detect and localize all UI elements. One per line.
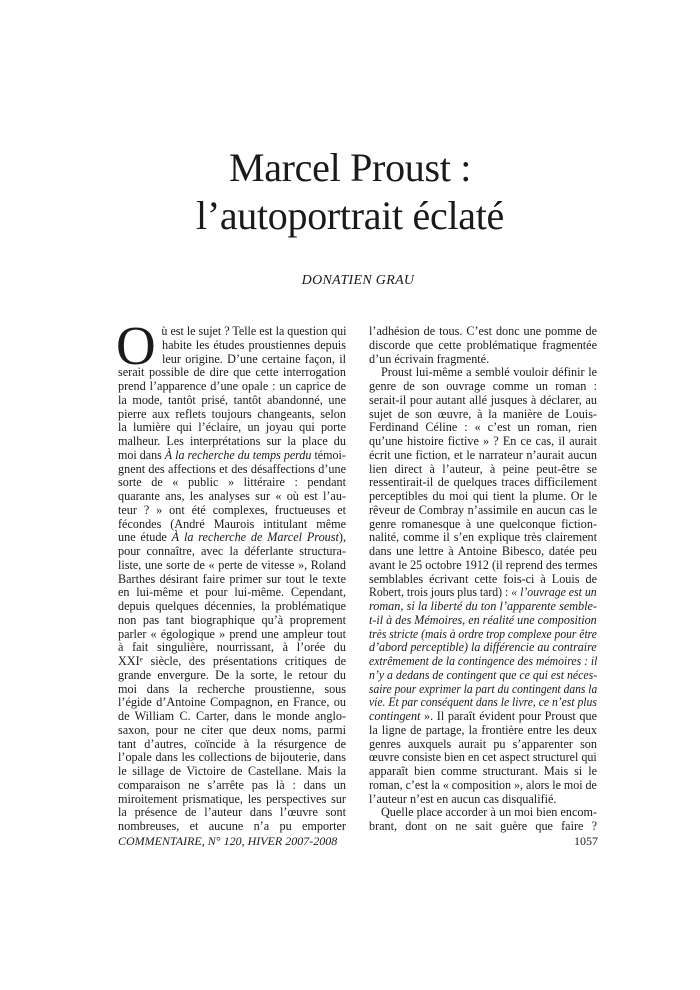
text-line xyxy=(118,447,346,463)
article-title xyxy=(0,144,700,240)
text-line xyxy=(369,777,597,793)
text-line xyxy=(369,463,597,477)
text-line xyxy=(369,738,597,752)
text-line xyxy=(369,614,595,628)
text-line xyxy=(118,655,346,669)
text-segment: apparaît bien comme structurant. Mais si le xyxy=(369,764,597,778)
text-line xyxy=(118,476,346,490)
text-segment: rêveur de Combray n’assimile en aucun cas le xyxy=(369,502,597,517)
text-segment: une étude xyxy=(118,530,172,545)
text-line xyxy=(369,531,597,545)
text-line xyxy=(118,600,346,614)
text-line xyxy=(118,518,346,532)
text-segment: ), xyxy=(338,530,346,545)
text-segment: de William C. Carter, dans le monde anglo- xyxy=(118,709,346,723)
text-line xyxy=(369,435,597,449)
text-segment: depuis quelques décennies, la problématique xyxy=(118,599,346,613)
text-segment: quarante ans, les analyses sur « où est l’au- xyxy=(118,489,346,503)
text-segment: moi dans xyxy=(118,447,165,462)
text-line xyxy=(118,669,346,683)
text-line xyxy=(369,695,597,710)
text-segment: nalité, comme il s’en explique très clairement xyxy=(369,530,597,545)
text-line xyxy=(369,626,597,642)
text-line xyxy=(118,710,346,724)
italic-text: saire pour exprimer la part du contingent dans la xyxy=(369,681,598,696)
text-line xyxy=(369,681,598,697)
text-line xyxy=(369,600,597,614)
text-line xyxy=(369,545,597,559)
text-segment: dans une lettre à Antoine Bibesco, datée peu xyxy=(369,544,597,558)
author-name: DONATIEN GRAU xyxy=(301,273,415,288)
page-number: 1057 xyxy=(574,834,598,848)
text-segment: moi dans la recherche proustienne, sous xyxy=(118,681,346,696)
text-segment: pierre aux reflets toujours changeants, selon xyxy=(118,406,346,421)
text-line xyxy=(369,710,597,724)
text-line xyxy=(118,408,346,422)
text-segment: nombreuses, et aucune n’a pu emporter xyxy=(118,819,346,833)
text-line xyxy=(118,490,346,504)
text-segment: genres auxquels aurait pu s’apparenter son xyxy=(369,736,597,751)
text-line xyxy=(118,614,346,628)
text-line xyxy=(118,751,346,765)
text-line xyxy=(118,628,346,642)
text-line xyxy=(369,724,597,738)
text-segment: fécondes (André Maurois intitulant même xyxy=(118,516,346,531)
text-line xyxy=(118,421,346,435)
text-segment: ressentirait-il de quelques traces difficilement xyxy=(369,475,597,490)
text-segment: l’égide d’Antoine Compagnon, en France, ou xyxy=(118,695,346,710)
left-column xyxy=(116,315,347,834)
italic-text: d’abord perceptible) la différencie au contraire xyxy=(369,640,597,655)
text-line xyxy=(369,820,597,834)
text-line xyxy=(369,421,597,435)
text-line xyxy=(369,806,597,820)
title-line-2: l’autoportrait éclaté xyxy=(196,193,504,238)
text-segment: XXIᵉ siècle, des présentations critiques de xyxy=(118,654,346,668)
text-segment: témoi- xyxy=(311,447,346,462)
text-segment: comparaison ne s’arrête pas là : dans un xyxy=(118,777,346,792)
text-segment: serait possible de dire que cette interrogation xyxy=(118,365,346,380)
text-segment: ù est le sujet ? Telle est la question qui xyxy=(161,324,347,338)
text-line xyxy=(369,793,597,807)
text-segment: Robert, trois jours plus tard) : xyxy=(369,585,512,600)
text-segment: Quelle place accorder à un moi bien encom- xyxy=(381,805,597,820)
text-segment: perceptibles du moi qui tient la plume. Or le xyxy=(369,489,597,503)
text-segment: écrit une fiction, et le narrateur n’aurait aucun xyxy=(369,447,597,462)
text-segment: non pas tant biographique qu’à proprement xyxy=(118,612,346,627)
text-segment: habite les études proustiennes depuis xyxy=(162,337,346,352)
text-segment: la lumière qui l’éclaire, un joyau qui porte xyxy=(118,420,346,435)
title-line-1: Marcel Proust : xyxy=(228,145,472,190)
text-line xyxy=(118,641,346,655)
text-line xyxy=(369,559,596,573)
text-segment: roman, c’est la « composition », alors le moi de xyxy=(369,777,597,792)
text-segment: sujet de son œuvre, à la manière de Louis- xyxy=(369,406,597,421)
text-segment: qu’une histoire fictive » ? En ce cas, il aurait xyxy=(369,434,597,448)
text-segment: semblables écrivant cette fois-ci à Louis de xyxy=(369,571,597,586)
italic-text: vie. Et par conséquent dans le livre, ce n’est plus xyxy=(369,695,597,710)
text-line xyxy=(369,751,595,765)
italic-text: t-il à des Mémoires, en réalité une composition xyxy=(369,612,597,627)
text-line xyxy=(369,339,597,353)
text-segment: l’auteur n’est en aucun cas disqualifié. xyxy=(369,791,557,806)
text-segment: malheur. Les interprétations sur la place du xyxy=(118,434,346,448)
text-segment: lien direct à l’auteur, à peine peut-être se xyxy=(369,461,597,476)
text-line xyxy=(118,463,346,477)
text-segment: leur origine. D’une certaine façon, il xyxy=(162,351,346,366)
drop-cap: O xyxy=(116,315,156,376)
text-segment: teur ? » ont été complexes, fructueuses et xyxy=(118,502,346,517)
right-column xyxy=(369,325,597,834)
text-line xyxy=(369,573,597,587)
text-line xyxy=(369,654,598,669)
text-line xyxy=(118,779,346,793)
text-line xyxy=(369,380,597,394)
text-line xyxy=(118,545,346,559)
text-segment: saxon, pour ne citer que deux noms, parmi xyxy=(118,722,346,737)
text-line xyxy=(369,504,597,518)
text-segment: la présence de l’auteur dans l’œuvre sont xyxy=(118,805,346,820)
text-segment: gnent des affections et des désaffections d’une xyxy=(118,461,346,476)
text-segment: genre romanesque à une quelconque fiction- xyxy=(369,516,597,531)
text-line xyxy=(118,504,346,518)
text-segment: l’opale dans les collections de bijouterie, dans xyxy=(118,750,346,765)
text-segment: prend l’apparence d’une opale : un caprice de xyxy=(118,379,346,393)
italic-text: À la recherche de Marcel Proust xyxy=(171,530,339,545)
italic-text: n’y a dedans de contingent que ce qui est néces- xyxy=(369,667,598,682)
text-line xyxy=(118,435,346,449)
text-segment: brant, dont on ne sait guère que faire ? xyxy=(369,819,597,833)
text-segment: œuvre consiste bien en cet aspect structurel qui xyxy=(369,750,597,765)
text-line xyxy=(118,696,346,710)
text-line xyxy=(118,820,346,834)
text-line xyxy=(118,738,346,752)
text-segment: miroitement prismatique, les perspectives sur xyxy=(118,791,346,806)
text-segment: avant le 25 octobre 1912 (il reprend des termes xyxy=(369,557,598,572)
text-line xyxy=(369,640,597,655)
text-line xyxy=(118,573,346,587)
text-segment: la mode, tantôt prisé, tantôt abandonné, une xyxy=(118,392,346,407)
text-line xyxy=(369,353,597,367)
italic-text: roman, si la liberté du ton l’apparente semble- xyxy=(369,599,597,613)
text-segment: la ligne de partage, la frontière entre les deux xyxy=(369,722,597,737)
text-line xyxy=(369,765,597,779)
text-segment: parler « égologique » prend une ampleur tout xyxy=(118,626,346,641)
text-segment: sorte de « public » littéraire : pendant xyxy=(118,475,346,490)
text-line xyxy=(118,793,346,807)
text-line xyxy=(369,366,597,380)
text-segment: Barthes désirant faire primer sur tout le texte xyxy=(118,571,346,586)
text-segment: grande envergure. De la sorte, le retour du xyxy=(118,667,346,682)
text-line xyxy=(118,324,347,339)
text-line xyxy=(118,765,346,779)
text-segment: ». Il paraît évident pour Proust que xyxy=(420,709,597,723)
text-segment: Proust lui-même a semblé vouloir définir le xyxy=(381,365,597,380)
italic-text: À la recherche du temps perdu xyxy=(164,447,312,462)
text-line xyxy=(369,325,597,339)
text-line xyxy=(118,394,346,408)
text-line xyxy=(118,531,346,545)
text-segment: tant d’autres, coïncide à la résurgence de xyxy=(118,736,346,751)
text-segment: d’un écrivain fragmenté. xyxy=(369,351,490,366)
text-segment: l’adhésion de tous. C’est donc une pomme de xyxy=(369,324,597,338)
text-segment: à fait singulière, nourrissant, à l’orée du xyxy=(118,640,346,655)
italic-text: très stricte (mais à ordre trop complexe pour être xyxy=(369,626,597,641)
text-segment: Ferdinand Céline : « c’est un roman, rien xyxy=(369,420,597,435)
text-line xyxy=(369,449,597,463)
text-line xyxy=(369,394,597,408)
text-line xyxy=(369,518,597,532)
italic-text: extrêmement de la contingence des mémoires : il xyxy=(369,654,598,668)
text-line xyxy=(118,380,346,394)
text-segment: pour connaître, avec la déferlante structura- xyxy=(118,544,346,558)
text-segment: en lui-même et pour lui-même. Cependant, xyxy=(118,585,346,600)
text-segment: serait-il pour autant allé jusques à déclarer, au xyxy=(369,392,597,407)
text-line xyxy=(369,490,597,504)
text-line xyxy=(118,559,346,573)
text-segment: liste, une sorte de « perte de vitesse », Roland xyxy=(118,557,346,572)
journal-citation: COMMENTAIRE, N° 120, HIVER 2007-2008 xyxy=(118,834,338,848)
italic-text: « l’ouvrage est un xyxy=(511,585,597,600)
text-line xyxy=(118,806,346,820)
text-segment: genre de son ouvrage comme un roman : xyxy=(369,379,597,393)
text-line xyxy=(118,586,346,600)
text-line xyxy=(369,585,597,600)
text-line xyxy=(369,476,597,490)
text-segment: discorde que cette problématique fragmentée xyxy=(369,337,597,352)
text-segment: le sillage de Victoire de Castellane. Mais la xyxy=(118,764,346,778)
text-line xyxy=(369,667,598,683)
text-line xyxy=(118,683,346,697)
italic-text: contingent xyxy=(369,709,421,723)
text-line xyxy=(118,724,346,738)
text-line xyxy=(369,408,597,422)
